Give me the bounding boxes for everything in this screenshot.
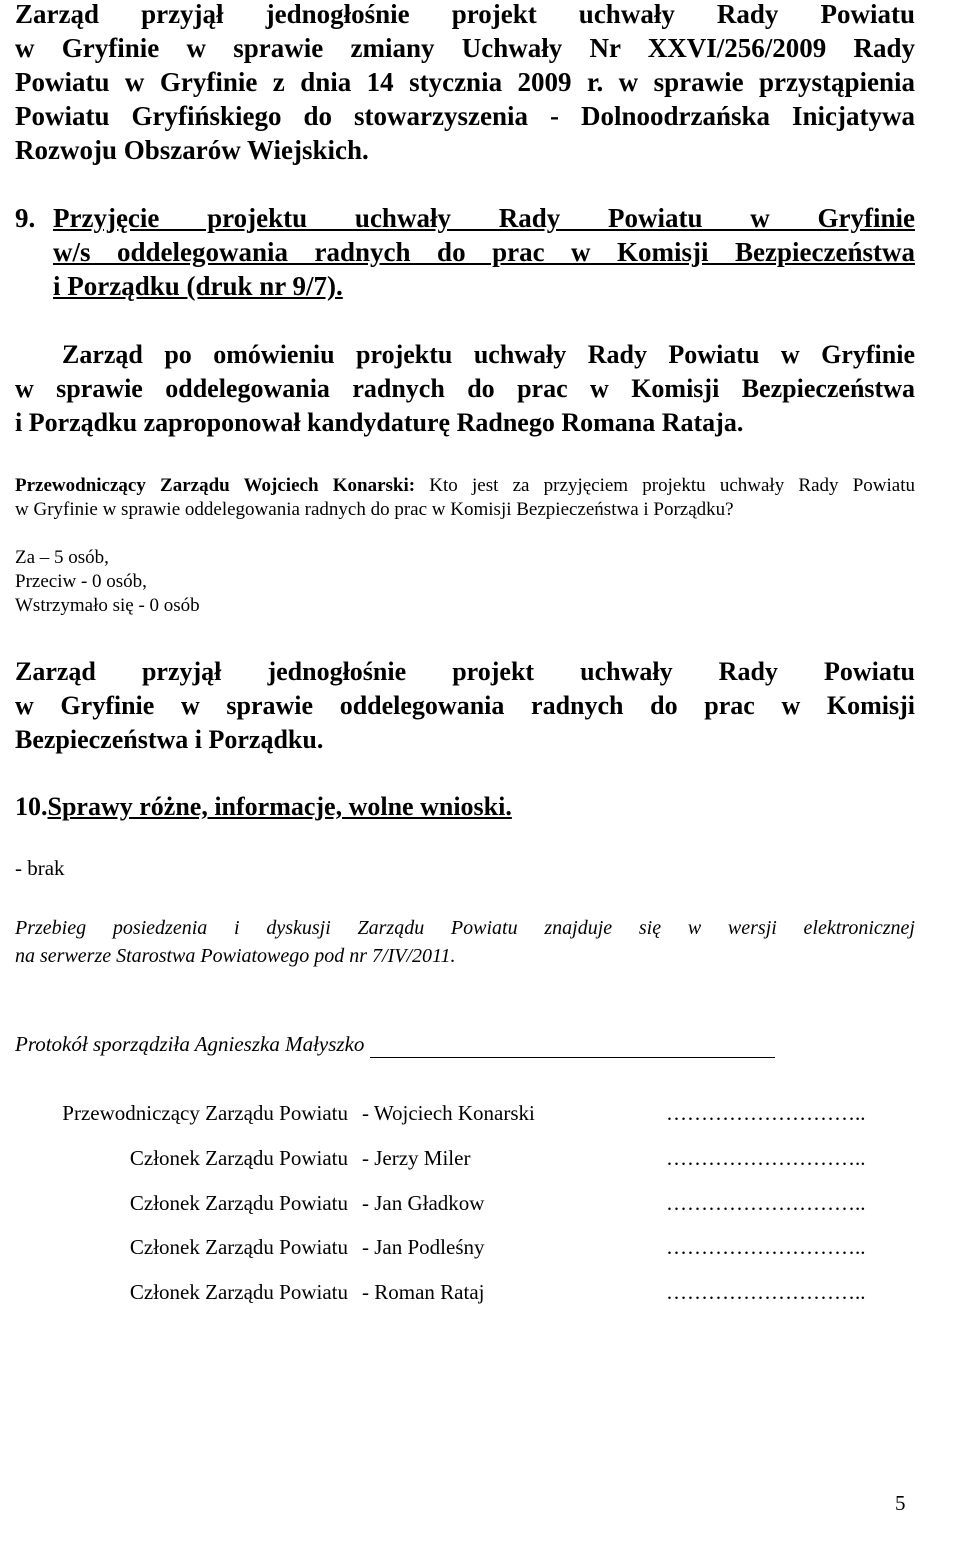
section-number: 9. [15,203,36,233]
vote-results [15,546,915,618]
vote-for: Za – 5 osób, [15,547,109,568]
signature-name: - Jan Gładkow [362,1191,485,1215]
speaker-name: Przewodniczący Zarządu Wojciech Konarski: [15,475,416,496]
section-10-heading [15,790,915,824]
signature-name: - Wojciech Konarski [362,1101,535,1125]
section-title-line: w/s oddelegowania radnych do prac w Komisji Bezpieczeństwa [53,237,915,267]
discussion-paragraph [15,338,915,440]
section-title-line: i Porządku (druk nr 9/7). [53,271,343,301]
paragraph-line: Powiatu w Gryfinie z dnia 14 stycznia 2009 r. w sprawie przystąpienia [15,67,915,97]
electronic-record-note [15,914,915,970]
vote-abstain: Wstrzymało się - 0 osób [15,595,200,616]
section-9-heading [15,201,915,303]
resolution-adopted-paragraph-2 [15,655,915,757]
paragraph-line: w sprawie oddelegowania radnych do prac w Komisji Bezpieczeństwa [15,374,915,403]
signature-role: Członek Zarządu Powiatu [129,1146,348,1170]
signature-name: - Jan Podleśny [362,1235,485,1259]
chair-question [15,474,915,522]
note-line: na serwerze Starostwa Powiatowego pod nr 7/IV/2011. [15,945,456,967]
signature-role: Członek Zarządu Powiatu [129,1235,348,1259]
section-10-body: - brak [15,856,65,880]
paragraph-line: Powiatu Gryfińskiego do stowarzyszenia - Dolnoodrzańska Inicjatywa [15,101,915,131]
page-number: 5 [895,1491,906,1515]
section-title-line: Przyjęcie projektu uchwały Rady Powiatu w Gryfinie [53,203,915,233]
paragraph-line: Bezpieczeństwa i Porządku. [15,725,324,754]
paragraph-line: Zarząd po omówieniu projektu uchwały Rady Powiatu w Gryfinie [62,340,915,369]
question-text: Kto jest za przyjęciem projektu uchwały Rady Powiatu [429,475,916,496]
signature-role: Członek Zarządu Powiatu [129,1191,348,1215]
question-line-2: w Gryfinie w sprawie oddelegowania radnych do prac w Komisji Bezpieczeństwa i Porządku? [15,499,734,520]
vote-against: Przeciw - 0 osób, [15,571,147,592]
signature-dots: ……………………….. [666,1235,866,1259]
signature-line [370,1037,775,1058]
protocol-author [15,1030,915,1058]
signature-dots: ……………………….. [666,1146,866,1170]
signature-dots: ……………………….. [666,1101,866,1125]
section-number: 10. [15,792,48,821]
signature-dots: ……………………….. [666,1191,866,1215]
paragraph-line: Rozwoju Obszarów Wiejskich. [15,135,369,165]
protocol-text: Protokół sporządziła Agnieszka Małyszko [15,1032,365,1056]
signature-name: - Roman Rataj [362,1280,485,1304]
signature-name: - Jerzy Miler [362,1146,471,1170]
paragraph-line: w Gryfinie w sprawie zmiany Uchwały Nr XXVI/256/2009 Rady [15,33,915,63]
signature-role: Członek Zarządu Powiatu [129,1280,348,1304]
note-line: Przebieg posiedzenia i dyskusji Zarządu Powiatu znajduje się w wersji elektronicznej [15,917,915,939]
question-line-1 [15,474,915,498]
paragraph-line: Zarząd przyjął jednogłośnie projekt uchwały Rady Powiatu [15,657,915,686]
section-title: Sprawy różne, informacje, wolne wnioski. [47,792,512,821]
signature-role: Przewodniczący Zarządu Powiatu [62,1101,348,1125]
paragraph-line: i Porządku zaproponował kandydaturę Radnego Romana Rataja. [15,408,744,437]
paragraph-line: Zarząd przyjął jednogłośnie projekt uchwały Rady Powiatu [15,0,915,29]
paragraph-line: w Gryfinie w sprawie oddelegowania radnych do prac w Komisji [15,691,915,720]
signature-dots: ……………………….. [666,1280,866,1304]
resolution-adopted-paragraph-1 [15,0,915,167]
